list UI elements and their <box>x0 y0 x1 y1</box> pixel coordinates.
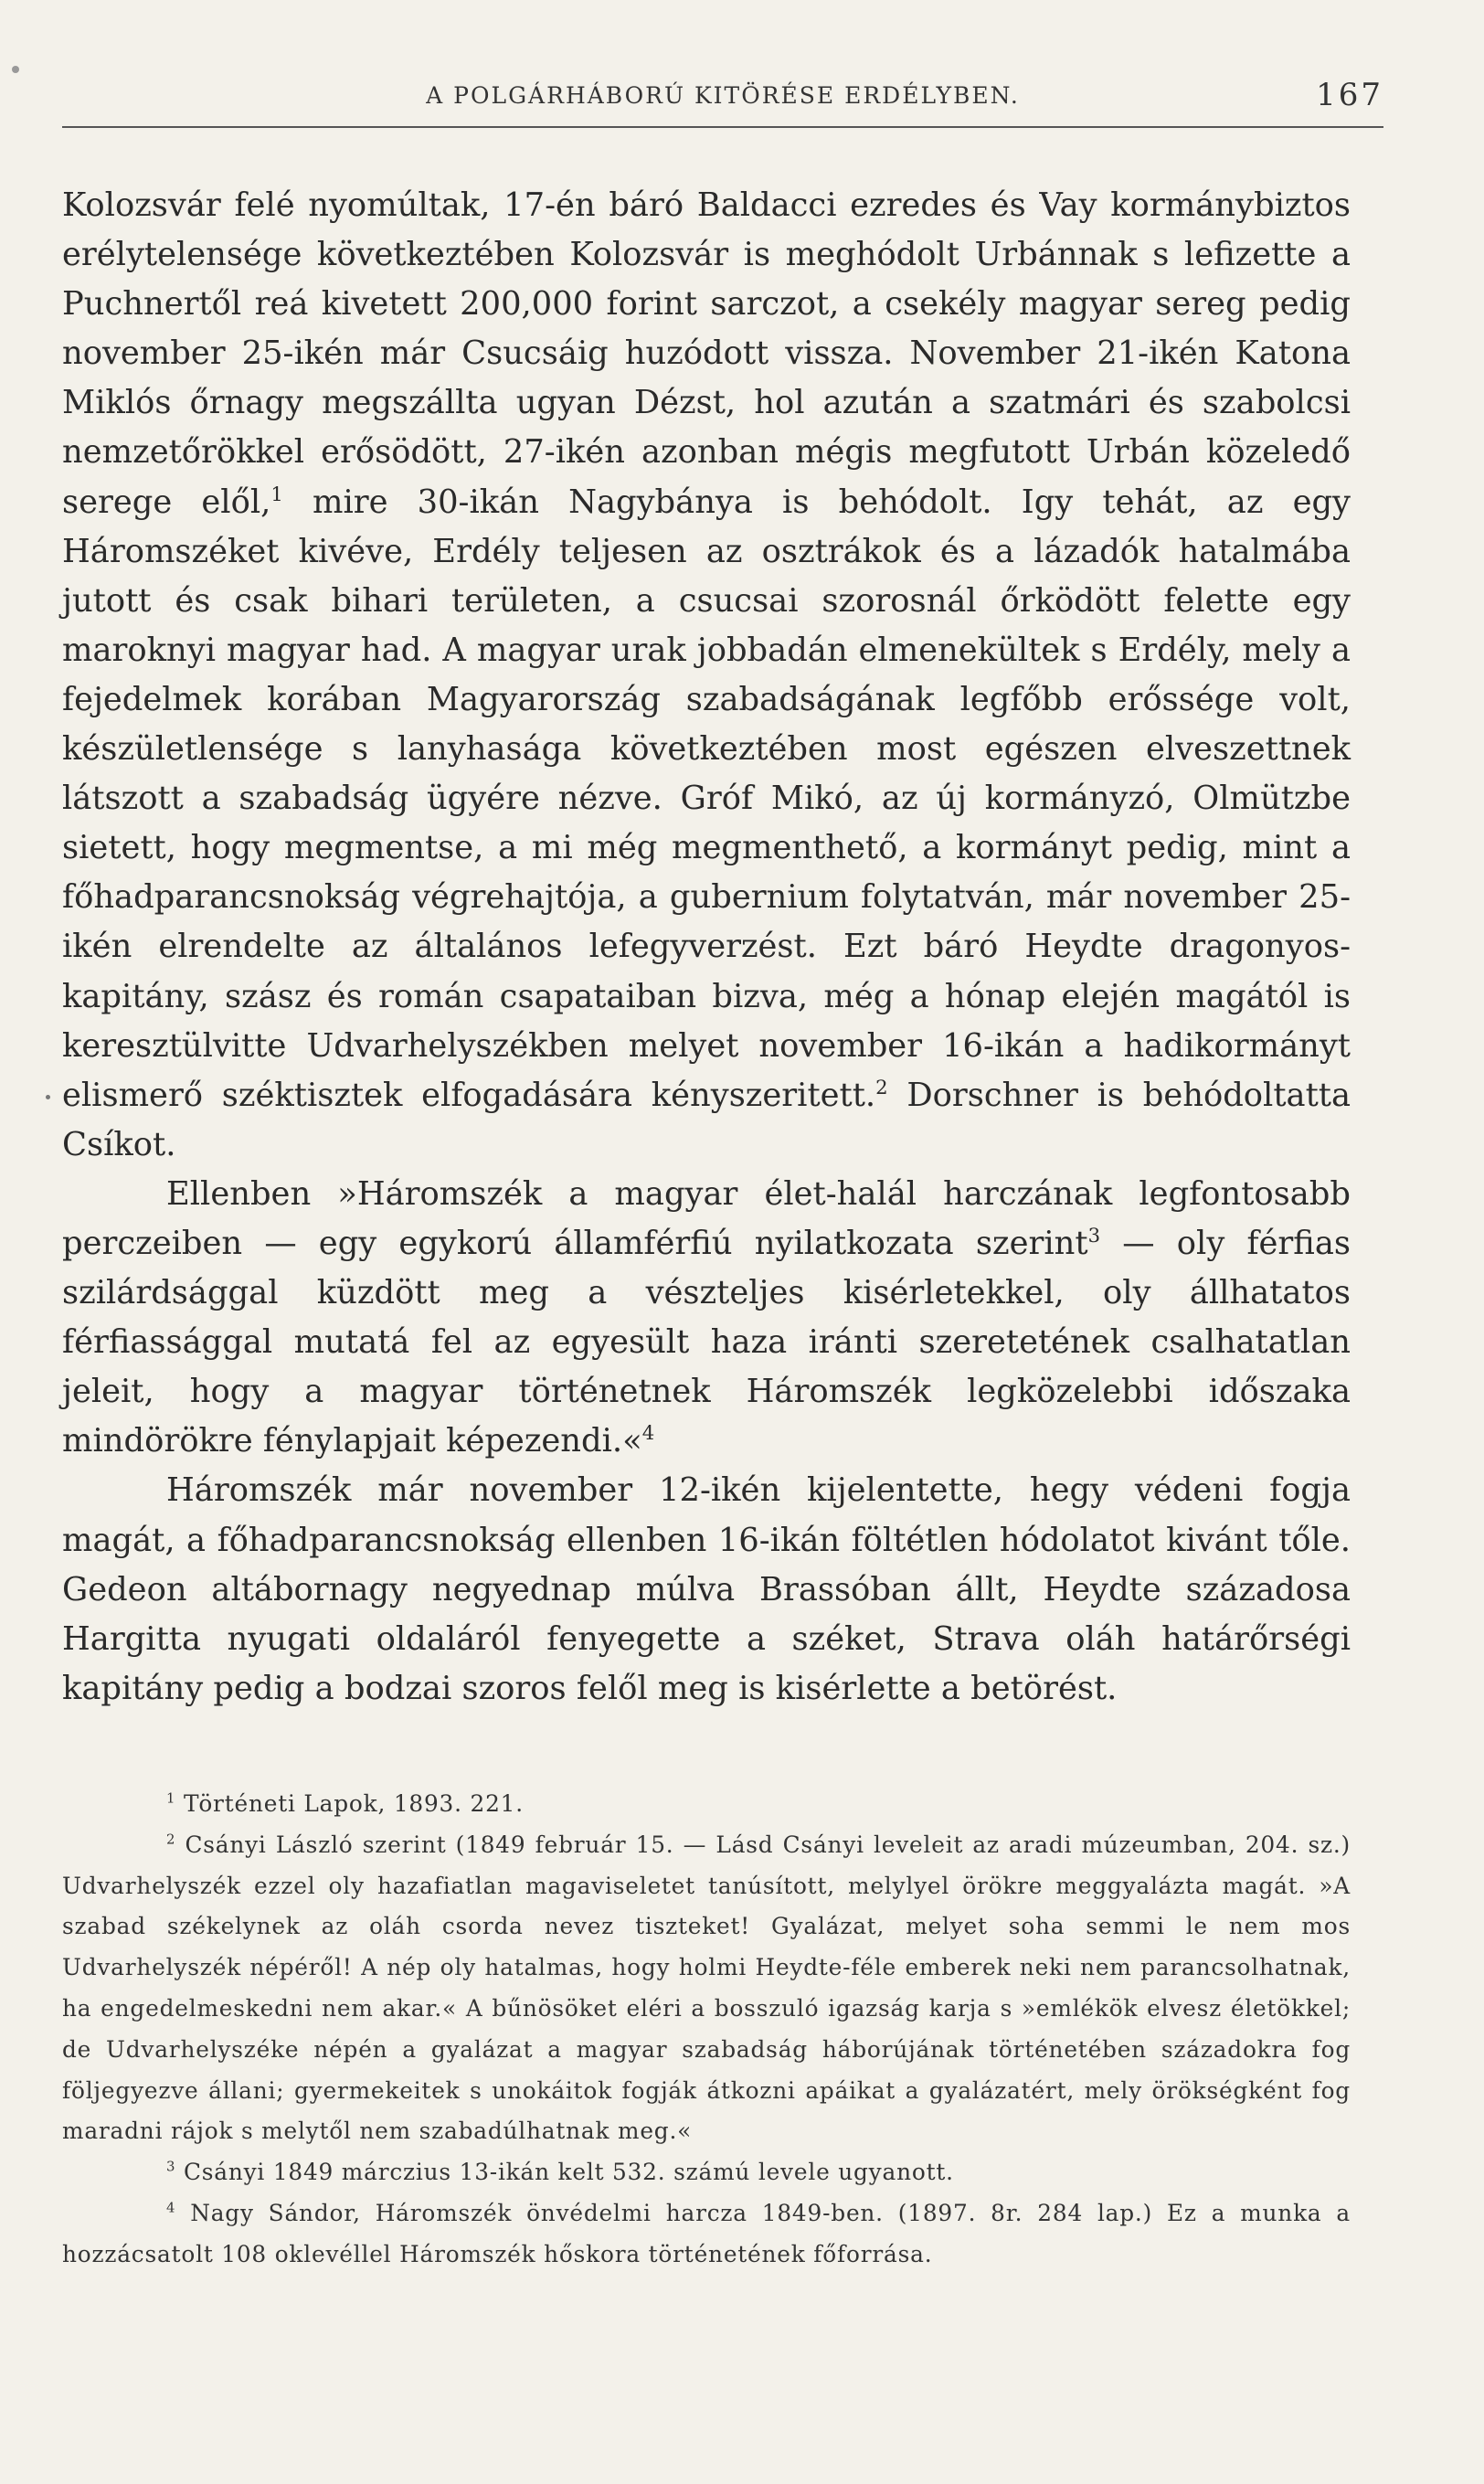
footnote <box>62 1784 1351 1825</box>
running-title: A POLGÁRHÁBORÚ KITÖRÉSE ERDÉLYBEN. <box>426 82 1020 109</box>
footnote-mark: 2 <box>166 1831 176 1848</box>
footnote-text: Nagy Sándor, Háromszék önvédelmi harcza 1849-ben. (1897. 8r. 284 lap.) Ez a munka a hozzácsatolt 108 oklevéllel Háromszék hőskora történetének főforrása. <box>62 2199 1351 2267</box>
footnote <box>62 1825 1351 2152</box>
page-number: 167 <box>1316 77 1383 113</box>
footnote <box>62 2152 1351 2193</box>
paragraph-text: Ellenben »Háromszék a magyar élet-halál harczának legfontosabb perczeiben — egy egykorú államférfiú nyilatkozata szerint <box>62 1174 1351 1262</box>
paragraph <box>62 181 1351 1170</box>
footnote-text: Történeti Lapok, 1893. 221. <box>175 1790 524 1817</box>
paragraph-text: Kolozsvár felé nyomúltak, 17-én báró Baldacci ezredes és Vay kormánybiztos erélytelensége következtében Kolozsvár is meghódolt Urbánnak s lefizette a Puchnertől reá kivetett 200,000 forint sarczot, a csekély magyar sereg pedig november 25-ikén már Csucsáig huzódott vissza. November 21-ikén Katona Miklós őrnagy megszállta ugyan Dézst, hol azután a szatmári és szabolcsi nemzetőrökkel erősödött, 27-ikén azonban mégis megfutott Urbán közeledő serege elől, <box>62 186 1351 521</box>
footnote-mark: 4 <box>166 2199 176 2216</box>
paragraph-text: Háromszék már november 12-ikén kijelentette, hegy védeni fogja magát, a főhadparancsnokság ellenben 16-ikán föltétlen hódolatot kivánt tőle. Gedeon altábornagy negyednap múlva Brassóban állt, Heydte századosa Hargitta nyugati oldaláról fenyegette a széket, Strava oláh határőrségi kapitány pedig a bodzai szoros felől meg is kisérlette a betörést. <box>62 1471 1351 1707</box>
footnote-reference: 2 <box>875 1075 888 1099</box>
footnote-mark: 1 <box>166 1789 176 1807</box>
paragraph-text: Dorschner is behódoltatta Csíkot. <box>62 1076 1351 1163</box>
footnote-mark: 3 <box>166 2158 176 2175</box>
paragraph-text: mire 30-ikán Nagybánya is behódolt. Igy tehát, az egy Háromszéket kivéve, Erdély teljesen az osztrákok és a lázadók hatalmába jutott és csak bihari területen, a csucsai szorosnál őrködött felette egy maroknyi magyar had. A magyar urak jobbadán elmenekültek s Erdély, mely a fejedelmek korában Magyarország szabadságának legfőbb erőssége volt, készületlensége s lanyhasága következtében most egészen elveszettnek látszott a szabadság ügyére nézve. Gróf Mikó, az új kormányzó, Olmützbe sietett, hogy megmentse, a mi még megmenthető, a kormányt pedig, mint a főhadparancsnokság végrehajtója, a gubernium folytatván, már november 25-ikén elrendelte az általános lefegyverzést. Ezt báró Heydte dragonyos-kapitány, szász és román csapataiban bizva, még a hónap elején magától is keresztülvitte Udvarhelyszékben melyet november 16-ikán a hadikormányt elismerő széktisztek elfogadására kényszeritett. <box>62 483 1351 1114</box>
footnote-text: Csányi 1849 márczius 13-ikán kelt 532. számú levele ugyanott. <box>175 2159 954 2186</box>
footnote-reference: 1 <box>270 482 283 505</box>
footnote-reference: 4 <box>641 1421 655 1445</box>
footnotes <box>62 1784 1351 2276</box>
paragraph-text: — oly férfias szilárdsággal küzdött meg a vészteljes kisérletekkel, oly állhatatos férfiassággal mutatá fel az egyesült haza iránti szeretetének csalhatatlan jeleit, hogy a magyar történetnek Háromszék legközelebbi időszaka mindörökre fénylapjait képezendi.« <box>62 1224 1351 1460</box>
main-text <box>62 181 1351 1714</box>
speck-mark <box>12 66 19 73</box>
page-header <box>62 71 1383 128</box>
speck-mark <box>46 1095 50 1099</box>
paragraph <box>62 1170 1351 1467</box>
footnote <box>62 2193 1351 2276</box>
paragraph <box>62 1466 1351 1713</box>
footnote-text: Csányi László szerint (1849 február 15. — Lásd Csányi leveleit az aradi múzeumban, 204. sz.) Udvarhelyszék ezzel oly hazafiatlan magaviseletet tanúsított, melylyel örökre meggyalázta magát. »A szabad székelynek az oláh csorda nevez tiszteket! Gyalázat, melyet soha semmi le nem mos Udvarhelyszék népéről! A nép oly hatalmas, hogy holmi Heydte-féle emberek neki nem parancsolhatnak, ha engedelmeskedni nem akar.« A bűnösöket eléri a bosszuló igazság karja s »emlékök elvesz életökkel; de Udvarhelyszéke népén a gyalázat a magyar szabadság háborújának történetében századokra fog följegyezve állani; gyermekeitek s unokáitok fogják átkozni apáikat a gyalázatért, mely örökségként fog maradni rájok s melytől nem szabadúlhatnak meg.« <box>62 1831 1351 2145</box>
footnote-reference: 3 <box>1087 1224 1101 1247</box>
